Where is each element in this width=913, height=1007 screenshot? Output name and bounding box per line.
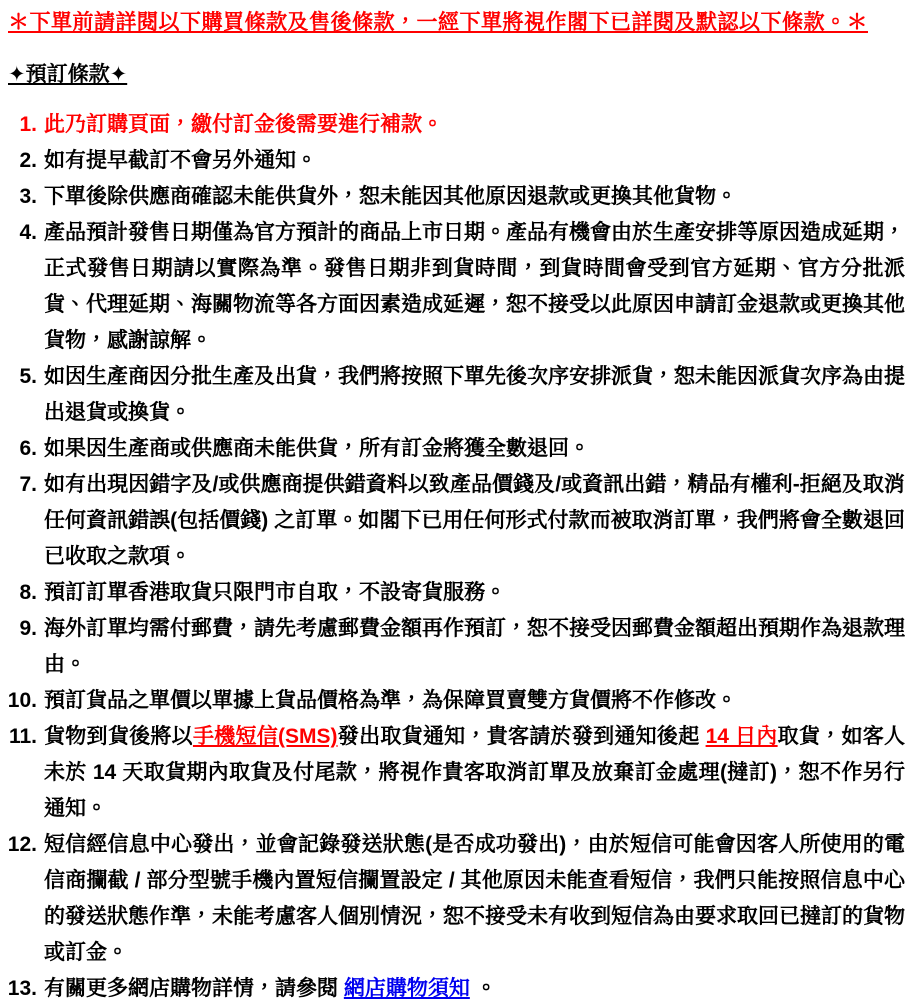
terms-list — [6, 107, 905, 1007]
term-text: 如有出現因錯字及/或供應商提供錯資料以致產品價錢及/或資訊出錯，精品有權利-拒絕及取消任何資訊錯誤(包括價錢) 之訂單。如閣下已用任何形式付款而被取消訂單，我們將會全數退回已收取之款項。 — [44, 473, 905, 568]
notice-banner: ＊下單前請詳閱以下購買條款及售後條款，一經下單將視作閣下已詳閱及默認以下條款。＊ — [8, 11, 868, 34]
section-title-preorder-terms: ✦預訂條款✦ — [8, 63, 128, 86]
term-text: 取貨，如客人未於 14 天取貨期內取貨及付尾款，將視作貴客取消訂單及放棄訂金處理(撻訂)，恕不作另行通知。 — [44, 725, 906, 820]
term-text: 預訂訂單香港取貨只限門市自取，不設寄貨服務。 — [44, 581, 506, 604]
item-text — [44, 689, 737, 712]
item-text — [44, 833, 905, 964]
term-item — [6, 719, 905, 827]
highlighted-text: 14 日內 — [705, 725, 778, 748]
term-text: 此乃訂購頁面，繳付訂金後需要進行補款。 — [44, 113, 443, 136]
term-item — [6, 431, 905, 467]
highlighted-text: 手機短信(SMS) — [192, 725, 338, 748]
term-text: 貨物到貨後將以 — [44, 725, 193, 748]
term-text: 產品預計發售日期僅為官方預計的商品上市日期。產品有機會由於生產安排等原因造成延期，正式發售日期請以實際為準。發售日期非到貨時間，到貨時間會受到官方延期、官方分批派貨、代理延期、海關物流等各方面因素造成延遲，恕不接受以此原因申請訂金退款或更換其他貨物，感謝諒解。 — [44, 221, 905, 352]
term-text: 短信經信息中心發出，並會記錄發送狀態(是否成功發出)，由於短信可能會因客人所使用的電信商攔截 / 部分型號手機內置短信攔置設定 / 其他原因未能查看短信，我們只能按照信息中心的發送狀態作準，未能考慮客人個別情況，恕不接受未有收到短信為由要求取回已撻訂的貨物或訂金。 — [44, 833, 905, 964]
item-number: 2. — [19, 149, 37, 172]
item-text — [44, 221, 905, 352]
term-text: 下單後除供應商確認未能供貨外，恕未能因其他原因退款或更換其他貨物。 — [44, 185, 737, 208]
term-text: 。 — [469, 977, 497, 1000]
term-item — [6, 575, 905, 611]
item-number: 5. — [19, 365, 37, 388]
item-text — [44, 977, 497, 1000]
item-number: 9. — [19, 617, 37, 640]
term-item — [6, 827, 905, 971]
item-number: 7. — [19, 473, 37, 496]
term-text: 有關更多網店購物詳情，請參閱 — [44, 977, 344, 1000]
term-text: 如有提早截訂不會另外通知。 — [44, 149, 317, 172]
item-text — [44, 725, 905, 820]
store-shopping-notice-link[interactable]: 網店購物須知 — [343, 977, 470, 1000]
item-text — [44, 473, 905, 568]
term-item — [6, 359, 905, 431]
term-text: 如果因生產商或供應商未能供貨，所有訂金將獲全數退回。 — [44, 437, 590, 460]
item-text — [44, 113, 443, 136]
item-number: 11. — [8, 725, 37, 748]
term-item — [6, 215, 905, 359]
term-item — [6, 611, 905, 683]
term-item — [6, 467, 905, 575]
item-number: 1. — [19, 113, 37, 136]
term-text: 海外訂單均需付郵費，請先考慮郵費金額再作預訂，恕不接受因郵費金額超出預期作為退款理由。 — [44, 617, 905, 676]
term-text: 如因生產商因分批生產及出貨，我們將按照下單先後次序安排派貨，恕未能因派貨次序為由提出退貨或換貨。 — [44, 365, 905, 424]
item-text — [44, 437, 590, 460]
term-item — [6, 143, 905, 179]
item-text — [44, 185, 737, 208]
item-text — [44, 365, 905, 424]
item-number: 4. — [19, 221, 37, 244]
item-number: 13. — [7, 977, 37, 1000]
item-number: 12. — [7, 833, 37, 856]
term-item — [6, 971, 905, 1007]
item-number: 8. — [19, 581, 37, 604]
term-item — [6, 179, 905, 215]
item-text — [44, 149, 317, 172]
item-number: 10. — [7, 689, 37, 712]
item-text — [44, 581, 506, 604]
term-item — [6, 107, 905, 143]
item-text — [44, 617, 905, 676]
term-text: 預訂貨品之單價以單據上貨品價格為準，為保障買賣雙方貨價將不作修改。 — [44, 689, 737, 712]
item-number: 3. — [19, 185, 37, 208]
item-number: 6. — [19, 437, 37, 460]
term-item — [6, 683, 905, 719]
term-text: 發出取貨通知，貴客請於發到通知後起 — [337, 725, 706, 748]
